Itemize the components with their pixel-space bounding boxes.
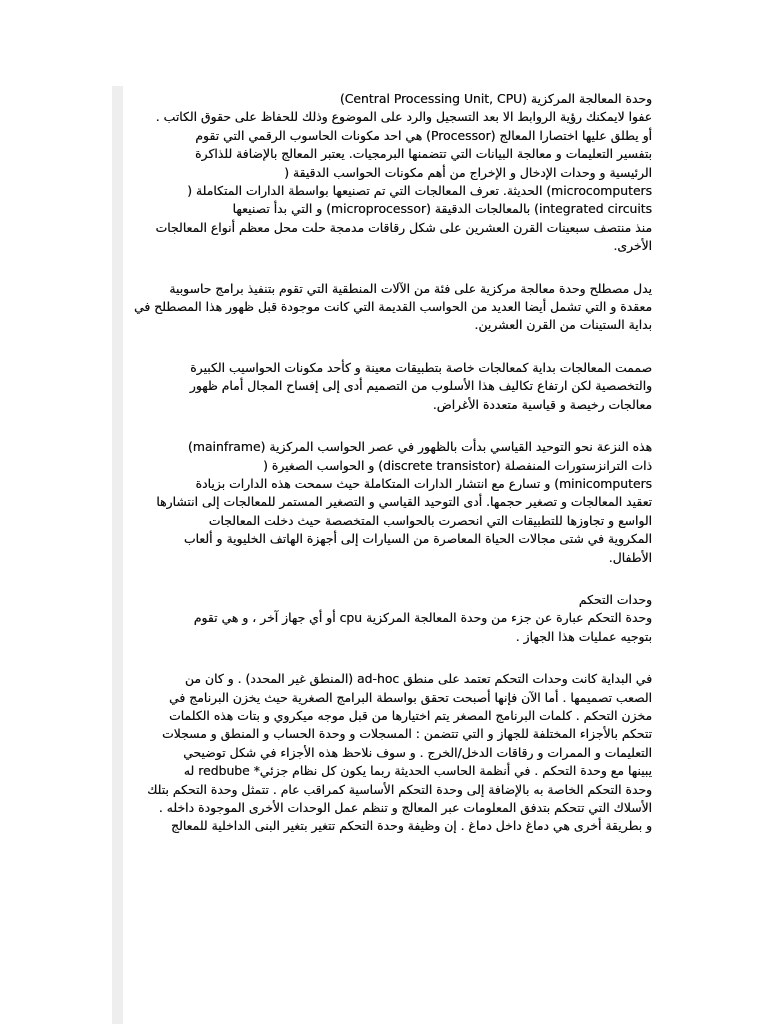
text-line: integrated circuits) بالمعالجات الدقيقة (microprocessor) و التي بدأ تصنيعها <box>232 201 652 217</box>
text-line: بتوجيه عمليات هذا الجهاز . <box>515 628 652 644</box>
paragraph-standardization <box>124 438 652 567</box>
paragraph-design <box>124 359 652 414</box>
text-line: الأخرى. <box>613 238 652 254</box>
text-line: يدل مصطلح وحدة معالجة مركزية على فئة من الآلات المنطقية التي تقوم بتنفيذ برامج حاسوبية <box>169 280 652 296</box>
text-line: الصعب تصميمها . أما الآن فإنها أصبحت تحقق بواسطة البرامج الصغرية حيث يخزن البرنامج في <box>168 689 652 705</box>
text-line: تتحكم بالأجزاء المختلفة للجهاز و التي تتضمن : المسجلات و وحدة الحساب و المنطق و مسجلات <box>161 726 652 742</box>
paragraph-control-history <box>124 670 652 836</box>
document-page <box>112 86 656 1024</box>
text-line: منذ منتصف سبعينات القرن العشرين على شكل رقاقات مدمجة حلت محل معظم أنواع المعالجات <box>155 219 652 235</box>
text-line: عفوا لايمكنك رؤية الروابط الا بعد التسجيل والرد على الموضوع وذلك للحفاظ على حقوق الكاتب . <box>155 109 652 125</box>
text-line: الأسلاك التي تتحكم بتدفق المعلومات عبر المعالج و تنظم عمل الوحدات الأخرى الموجودة داخله . <box>158 800 652 815</box>
text-line: هذه النزعة نحو التوحيد القياسي بدأت بالظهور في عصر الحواسب المركزية (mainframe) <box>187 439 652 455</box>
paragraph-control-units <box>124 591 652 646</box>
text-line: microcomputers) الحديثة. تعرف المعالجات التي تم تصنيعها بواسطة الدارات المتكاملة ( <box>187 183 652 199</box>
text-line: وحدة التحكم عبارة عن جزء من وحدة المعالجة المركزية cpu أو أي جهاز آخر ، و هي تقوم <box>193 610 652 626</box>
text-line: التعليمات و الممرات و رقاقات الدخل/الخرج . و سوف نلاحظ هذه الأجزاء في شكل توضيحي <box>183 744 652 760</box>
document-body <box>112 86 656 836</box>
text-line: و بطريقة أخرى هي دماغ داخل دماغ . إن وظيفة وحدة التحكم تتغير بتغير البنى الداخلية للمعالج <box>171 818 652 834</box>
text-line: وحدة التحكم الخاصة به بالإضافة إلى وحدة التحكم الأساسية كمراقب عام . تتمثل وحدة التحكم بتلك <box>147 781 652 797</box>
text-line: بتفسير التعليمات و معالجة البيانات التي تتضمنها البرمجيات. يعتبر المعالج بالإضافة للذاكرة <box>195 146 652 162</box>
text-line: معقدة و التي تشمل أيضا العديد من الحواسب القديمة التي كانت موجودة قبل ظهور هذا المصطلح في <box>133 299 652 315</box>
text-line: الواسع و تجاوزها للتطبيقات التي انحصرت بالحواسب المتخصصة حيث دخلت المعالجات <box>208 512 652 528</box>
text-line: في البداية كانت وحدات التحكم تعتمد على منطق ad-hoc (المنطق غير المحدد) . و كان من <box>184 671 652 687</box>
text-line: مخزن التحكم . كلمات البرنامج المصغر يتم اختيارها من قبل موجه ميكروي و بتات هذه الكلمات <box>168 707 652 723</box>
text-line: ذات الترانزستورات المنفصلة (discrete transistor) و الحواسب الصغيرة ( <box>262 457 652 473</box>
paragraph-cpu-definition <box>124 90 652 256</box>
paragraph-term-history <box>124 280 652 335</box>
text-line: صممت المعالجات بداية كمعالجات خاصة بتطبيقات معينة و كأحد مكونات الحواسيب الكبيرة <box>190 359 652 375</box>
heading-control-units: وحدات التحكم <box>578 591 652 607</box>
text-line: تعقيد المعالجات و تصغير حجمها. أدى التوحيد القياسي و التصغير المستمر للمعالجات إلى انتشارها <box>156 494 652 510</box>
text-line: الرئيسية و وحدات الإدخال و الإخراج من أهم مكونات الحواسب الدقيقة ( <box>284 164 652 180</box>
text-line: المكروية في شتى مجالات الحياة المعاصرة من السيارات إلى أجهزة الهاتف الخليوية و ألعاب <box>183 531 652 547</box>
text-line: بداية الستينات من القرن العشرين. <box>474 317 652 333</box>
text-line: يبينها مع وحدة التحكم . في أنظمة الحاسب الحديثة ربما يكون كل نظام جزئي* redbube له <box>183 763 652 779</box>
text-line: معالجات رخيصة و قياسية متعددة الأغراض. <box>432 396 652 412</box>
text-line: الأطفال. <box>608 549 652 565</box>
text-line: minicomputers) و تسارع مع انتشار الدارات المتكاملة حيث سمحت هذه الدارات بزيادة <box>195 475 652 491</box>
heading-cpu: وحدة المعالجة المركزية (Central Processing Unit, CPU) <box>339 91 652 106</box>
text-line: أو يطلق عليها اختصارا المعالج (Processor) هي احد مكونات الحاسوب الرقمي التي تقوم <box>195 127 652 143</box>
scroll-strip[interactable] <box>112 86 123 1024</box>
text-line: والتخصصية لكن ارتفاع تكاليف هذا الأسلوب من التصميم أدى إلى إفساح المجال أمام ظهور <box>189 378 652 394</box>
